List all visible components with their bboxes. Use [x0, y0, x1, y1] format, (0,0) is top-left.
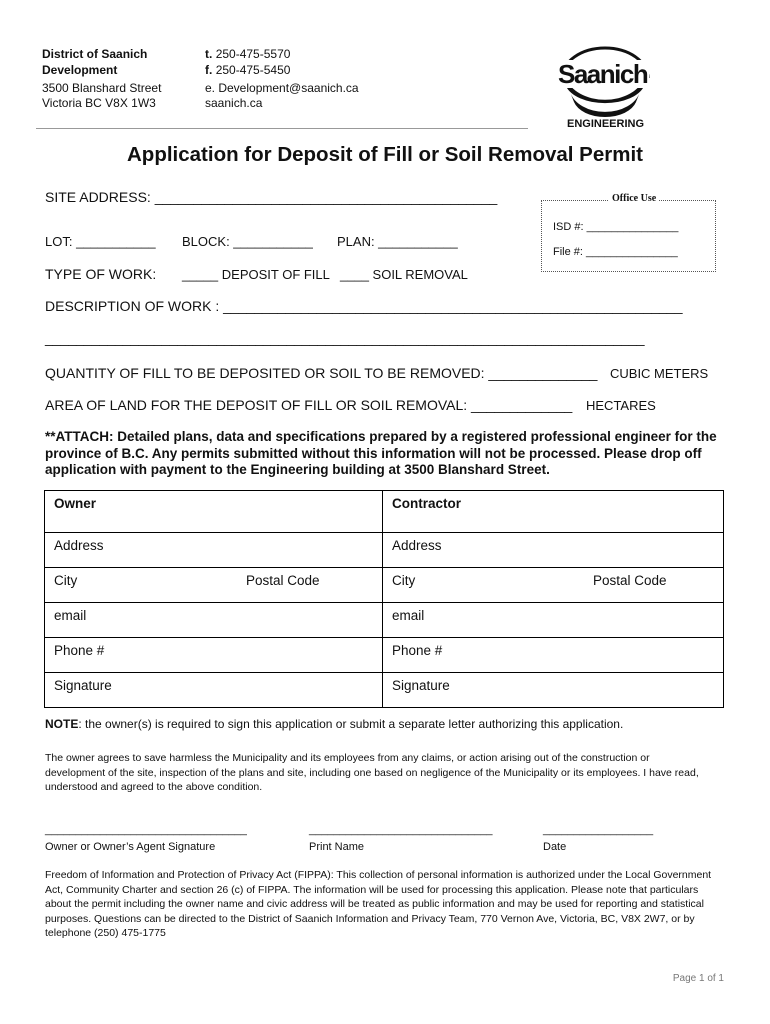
- print-name-caption: Print Name: [309, 841, 365, 853]
- owner-city-cell[interactable]: [45, 568, 383, 603]
- owner-signature-line[interactable]: _________________________________: [45, 824, 247, 836]
- phone-number: 250-475-5570: [215, 47, 291, 61]
- date-line[interactable]: __________________: [543, 824, 654, 836]
- form-title: Application for Deposit of Fill or Soil Removal Permit: [127, 143, 643, 166]
- contractor-postal-code-label: Postal Code: [593, 573, 667, 588]
- lot-field[interactable]: LOT: ___________: [45, 234, 156, 249]
- header-divider: [36, 128, 528, 129]
- owner-email-cell[interactable]: [45, 603, 383, 638]
- logo-wordmark: Saanich: [558, 59, 648, 89]
- contractor-address-cell[interactable]: [383, 533, 724, 568]
- type-of-work-label: TYPE OF WORK:: [45, 266, 157, 282]
- table-row: [45, 533, 724, 568]
- agreement-paragraph: The owner agrees to save harmless the Municipality and its employees from any claims, or action arising out of the construction or development of the site, inspection of the plans and site, including one based on negligence of the Municipality or its employees. I have read, understood and agreed to the above condition.: [45, 752, 699, 793]
- owner-postal-code-label: Postal Code: [246, 573, 320, 588]
- org-city: Victoria BC V8X 1W3: [42, 96, 156, 110]
- contractor-heading: Contractor: [392, 496, 462, 511]
- contractor-phone-cell[interactable]: [383, 638, 724, 673]
- fax-label: f.: [205, 63, 213, 77]
- contractor-city-cell[interactable]: [383, 568, 724, 603]
- deposit-of-fill-option[interactable]: _____ DEPOSIT OF FILL: [182, 267, 330, 282]
- website[interactable]: saanich.ca: [205, 96, 263, 110]
- owner-signature-cell[interactable]: [45, 673, 383, 708]
- owner-city-label: City: [54, 573, 78, 588]
- fax-line: [205, 62, 290, 78]
- owner-address-cell[interactable]: [45, 533, 383, 568]
- contractor-email-label: email: [392, 608, 425, 623]
- phone-label: t.: [205, 47, 213, 61]
- description-line-2[interactable]: _____________________________________________________________________________: [45, 330, 645, 346]
- plan-field[interactable]: PLAN: ___________: [337, 234, 458, 249]
- phone-line: [205, 46, 290, 62]
- description-field[interactable]: DESCRIPTION OF WORK : ___________________________________________________________: [45, 298, 683, 314]
- fippa-paragraph: Freedom of Information and Protection of Privacy Act (FIPPA): This collection of personal information is authorized under the Local Government Act, Community Charter and section 26 (c) of FIPPA. The information will be used for processing this application. Please note that particulars about the permit including the owner name and civic address will be treated as public information and may be used for reporting and statistical purposes. Questions can be directed to the District of Saanich Information and Privacy Team, 770 Vernon Ave, Victoria, BC, V8X 2W7, or by telephone (250) 475-1775: [45, 869, 712, 939]
- owner-phone-cell[interactable]: [45, 638, 383, 673]
- logo-subtitle: ENGINEERING: [567, 118, 645, 130]
- owner-header-cell[interactable]: [45, 491, 383, 533]
- area-field[interactable]: AREA OF LAND FOR THE DEPOSIT OF FILL OR SOIL REMOVAL: _____________: [45, 397, 573, 413]
- owner-email-label: email: [54, 608, 87, 623]
- note: [45, 717, 623, 731]
- owner-signature-label: Signature: [54, 678, 112, 693]
- owner-contractor-table: [44, 490, 724, 708]
- owner-phone-label: Phone #: [54, 643, 105, 658]
- contractor-signature-label: Signature: [392, 678, 450, 693]
- area-unit: HECTARES: [586, 398, 656, 413]
- contractor-phone-label: Phone #: [392, 643, 443, 658]
- table-row: [45, 568, 724, 603]
- table-row: [45, 638, 724, 673]
- org-name: District of Saanich: [42, 47, 148, 61]
- table-row: [45, 491, 724, 533]
- owner-address-label: Address: [54, 538, 104, 553]
- office-use-box: [541, 200, 716, 272]
- owner-signature-caption: Owner or Owner’s Agent Signature: [45, 841, 216, 853]
- block-field[interactable]: BLOCK: ___________: [182, 234, 313, 249]
- saanich-logo: [550, 46, 660, 132]
- note-label: NOTE: [45, 717, 79, 731]
- table-row: [45, 603, 724, 638]
- office-use-title: Office Use: [609, 193, 659, 204]
- contractor-header-cell[interactable]: [383, 491, 724, 533]
- email-address[interactable]: e. Development@saanich.ca: [205, 81, 359, 95]
- site-address-field[interactable]: SITE ADDRESS: ____________________________________________: [45, 189, 498, 205]
- file-number-field[interactable]: File #: _______________: [553, 246, 678, 258]
- print-name-line[interactable]: ______________________________: [309, 824, 493, 836]
- contractor-email-cell[interactable]: [383, 603, 724, 638]
- isd-field[interactable]: ISD #: _______________: [553, 221, 679, 233]
- fax-number: 250-475-5450: [215, 63, 291, 77]
- quantity-unit: CUBIC METERS: [610, 366, 709, 381]
- quantity-field[interactable]: QUANTITY OF FILL TO BE DEPOSITED OR SOIL TO BE REMOVED: ______________: [45, 365, 598, 381]
- contractor-address-label: Address: [392, 538, 442, 553]
- attach-instructions: **ATTACH: Detailed plans, data and specifications prepared by a registered professional engineer for the province of B.C. Any permits submitted without this information will not be processed. Please drop off application with payment to the Engineering building at 3500 Blanshard Street.: [45, 429, 717, 477]
- contractor-city-label: City: [392, 573, 416, 588]
- soil-removal-option[interactable]: ____ SOIL REMOVAL: [340, 267, 468, 282]
- owner-heading: Owner: [54, 496, 97, 511]
- org-street: 3500 Blanshard Street: [42, 81, 162, 95]
- contractor-signature-cell[interactable]: [383, 673, 724, 708]
- page-number: Page 1 of 1: [672, 973, 724, 984]
- org-department: Development: [42, 63, 118, 77]
- table-row: [45, 673, 724, 708]
- note-text: : the owner(s) is required to sign this application or submit a separate letter authorizing this application.: [78, 717, 624, 731]
- date-caption: Date: [543, 841, 567, 853]
